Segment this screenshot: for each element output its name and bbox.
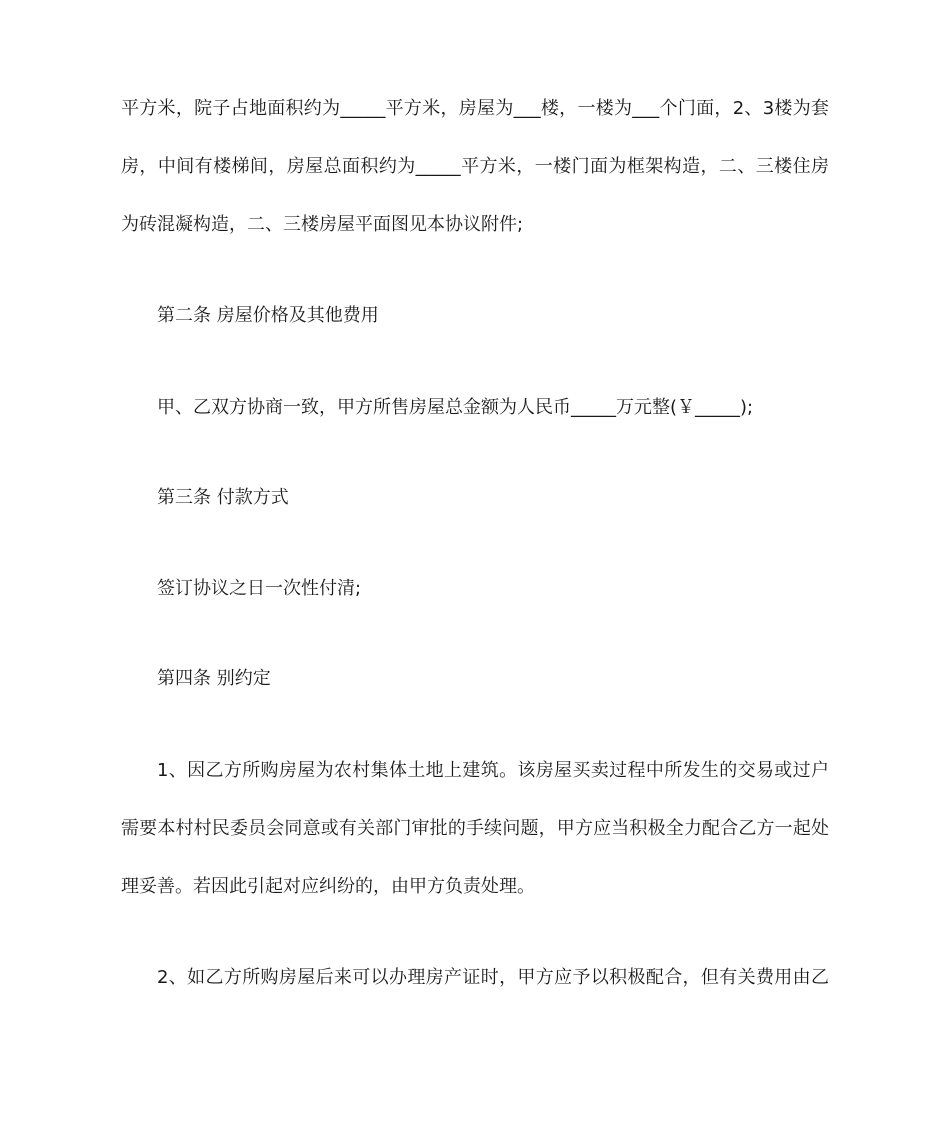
clause-line: 理妥善。若因此引起对应纠纷的，由甲方负责处理。: [121, 876, 535, 897]
clause-line: 1、因乙方所购房屋为农村集体土地上建筑。该房屋买卖过程中所发生的交易或过户: [157, 760, 829, 781]
article-heading: 第二条 房屋价格及其他费用: [157, 305, 379, 326]
paragraph-line: 为砖混凝构造，二、三楼房屋平面图见本协议附件;: [121, 214, 524, 235]
article-heading: 第三条 付款方式: [157, 487, 289, 508]
article-text: 签订协议之日一次性付清;: [157, 578, 362, 599]
clause-line: 需要本村村民委员会同意或有关部门审批的手续问题，甲方应当积极全力配合乙方一起处: [121, 818, 829, 839]
article-text: 甲、乙双方协商一致，甲方所售房屋总金额为人民币_____万元整(￥_____);: [157, 397, 754, 418]
paragraph-line: 房，中间有楼梯间，房屋总面积约为_____平方米，一楼门面为框架构造，二、三楼住房: [121, 156, 829, 177]
paragraph-line: 平方米，院子占地面积约为_____平方米，房屋为___楼，一楼为___个门面，2、3楼为套: [121, 98, 829, 119]
article-heading: 第四条 别约定: [157, 668, 271, 689]
clause-line: 2、如乙方所购房屋后来可以办理房产证时，甲方应予以积极配合，但有关费用由乙: [157, 967, 829, 988]
